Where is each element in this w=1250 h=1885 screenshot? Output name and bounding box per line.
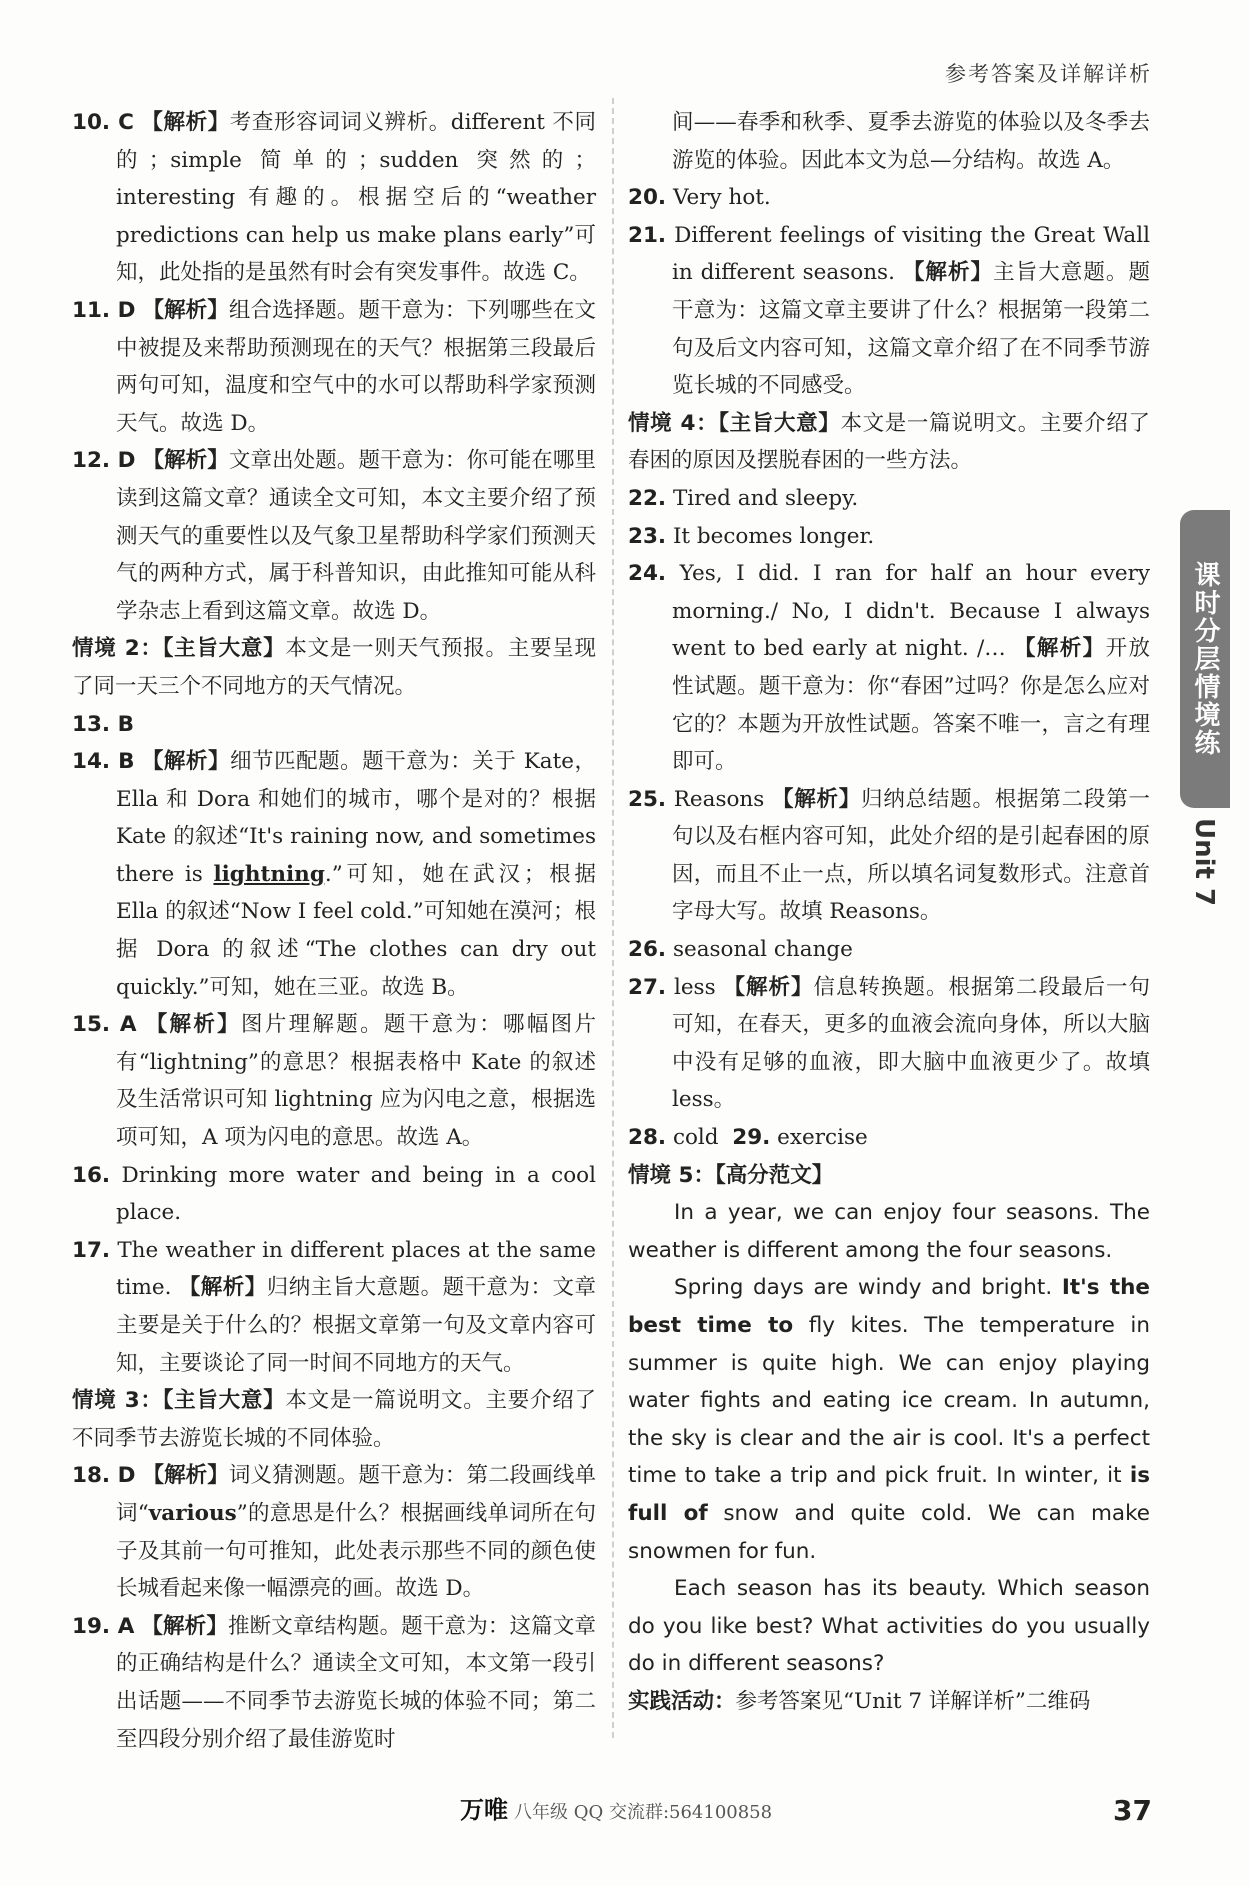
- right-column: [628, 104, 1150, 1721]
- answer-16: 16. Drinking more water and being in a cool place.: [72, 1162, 596, 1226]
- answer-14: 14. B 【解析】细节匹配题。题干意为：关于 Kate，Ella 和 Dora 和她们的城市，哪个是对的？根据 Kate 的叙述“It's raining now, and sometimes there is lightning.”可知，她在武汉；根据 Ella 的叙述“Now I feel cold.”可知她在漠河；根据 Dora 的叙述“The clothes can dry out quickly.”可知，她在三亚。故选 B。: [72, 749, 596, 1000]
- column-divider: [612, 98, 614, 1738]
- answer-27: 27. less 【解析】信息转换题。根据第二段最后一句可知，在春天，更多的血液会流向身体，所以大脑中没有足够的血液，即大脑中血液更少了。故填 less。: [628, 974, 1150, 1113]
- answer-26: 26. seasonal change: [628, 937, 853, 963]
- answer-23: 23. It becomes longer.: [628, 523, 875, 549]
- answer-15: 15. A 【解析】图片理解题。题干意为：哪幅图片有“lightning”的意思？根据表格中 Kate 的叙述及生活常识可知 lightning 应为闪电之意，根据选项可知，A 项为闪电的意思。故选 A。: [72, 1012, 596, 1151]
- answer-18: 18. D 【解析】词义猜测题。题干意为：第二段画线单词“various”的意思是什么？根据画线单词所在句子及其前一句可推知，此处表示那些不同的颜色使长城看起来像一幅漂亮的画。故选 D。: [72, 1463, 596, 1602]
- page-header: 参考答案及详解详析: [945, 62, 1152, 86]
- scenario-5: 情境 5：【高分范文】: [628, 1162, 834, 1188]
- unit-tab: Unit 7: [1189, 817, 1219, 907]
- answer-10: 10. C 【解析】考查形容词词义辨析。different 不同的；simple 简单的；sudden 突然的；interesting 有趣的。根据空后的“weather predictions can help us make plans early”可知，此处指的是虽然有时会有突发事件。故选 C。: [72, 110, 596, 286]
- scenario-4: 情境 4：【主旨大意】本文是一篇说明文。主要介绍了春困的原因及摆脱春困的一些方法。: [628, 410, 1150, 474]
- essay-paragraph-3: Each season has its beauty. Which season do you like best? What activities do you usually do in different seasons?: [628, 1576, 1150, 1677]
- page-number: 37: [1113, 1794, 1152, 1827]
- side-tab: 课时分层情境练: [1180, 510, 1230, 808]
- answer-17: 17. The weather in different places at the same time. 【解析】归纳主旨大意题。题干意为：文章主要是关于什么的？根据文章第一句及文章内容可知，主要谈论了同一时间不同地方的天气。: [72, 1237, 596, 1376]
- answer-21: 21. Different feelings of visiting the Great Wall in different seasons. 【解析】主旨大意题。题干意为：这篇文章主要讲了什么？根据第一段第二句及后文内容可知，这篇文章介绍了在不同季节游览长城的不同感受。: [628, 222, 1150, 399]
- scenario-2: 情境 2：【主旨大意】本文是一则天气预报。主要呈现了同一天三个不同地方的天气情况。: [72, 636, 596, 699]
- model-essay: [628, 1194, 1150, 1683]
- essay-paragraph-2: Spring days are windy and bright. It's the best time to fly kites. The temperature in summer is quite high. We can enjoy playing water fights and eating ice cream. In autumn, the sky is clear and the air is cool. It's a perfect time to take a trip and pick fruit. In winter, it is full of snow and quite cold. We can make snowmen for fun.: [628, 1275, 1150, 1564]
- brand-logo: 万唯: [460, 1796, 508, 1824]
- practice-activity: 实践活动：参考答案见“Unit 7 详解详析”二维码: [628, 1688, 1091, 1714]
- answer-20: 20. Very hot.: [628, 185, 771, 211]
- answer-22: 22. Tired and sleepy.: [628, 485, 859, 511]
- answer-19: 19. A 【解析】推断文章结构题。题干意为：这篇文章的正确结构是什么？通读全文可知，本文第一段引出话题——不同季节去游览长城的体验不同；第二至四段分别介绍了最佳游览时: [72, 1613, 596, 1752]
- answer-11: 11. D 【解析】组合选择题。题干意为：下列哪些在文中被提及来帮助预测现在的天气？根据第三段最后两句可知，温度和空气中的水可以帮助科学家预测天气。故选 D。: [72, 297, 596, 436]
- answer-12: 12. D 【解析】文章出处题。题干意为：你可能在哪里读到这篇文章？通读全文可知，本文主要介绍了预测天气的重要性以及气象卫星帮助科学家们预测天气的两种方式，属于科普知识，由此推知可能从科学杂志上看到这篇文章。故选 D。: [72, 448, 596, 624]
- answer-28-29: 28. cold 29. exercise: [628, 1125, 868, 1151]
- left-column: [72, 104, 596, 1758]
- answer-24: 24. Yes, I did. I ran for half an hour every morning./ No, I didn't. Because I always went to bed early at night. /… 【解析】开放性试题。题干意为：你“春困”过吗？你是怎么应对它的？本题为开放性试题。答案不唯一，言之有理即可。: [628, 561, 1150, 775]
- answer-13: 13. B: [72, 711, 134, 737]
- scenario-3: 情境 3：【主旨大意】本文是一篇说明文。主要介绍了不同季节去游览长城的不同体验。: [72, 1388, 596, 1451]
- answer-19-continued: 间——春季和秋季、夏季去游览的体验以及冬季去游览的体验。因此本文为总—分结构。故选 A。: [672, 110, 1150, 173]
- footer: 万唯 八年级 QQ 交流群:564100858: [460, 1796, 773, 1824]
- essay-paragraph-1: In a year, we can enjoy four seasons. The weather is different among the four seasons.: [628, 1200, 1150, 1263]
- answer-25: 25. Reasons 【解析】归纳总结题。根据第二段第一句以及右框内容可知，此处介绍的是引起春困的原因，而且不止一点，所以填名词复数形式。注意首字母大写。故填 Reasons。: [628, 786, 1150, 925]
